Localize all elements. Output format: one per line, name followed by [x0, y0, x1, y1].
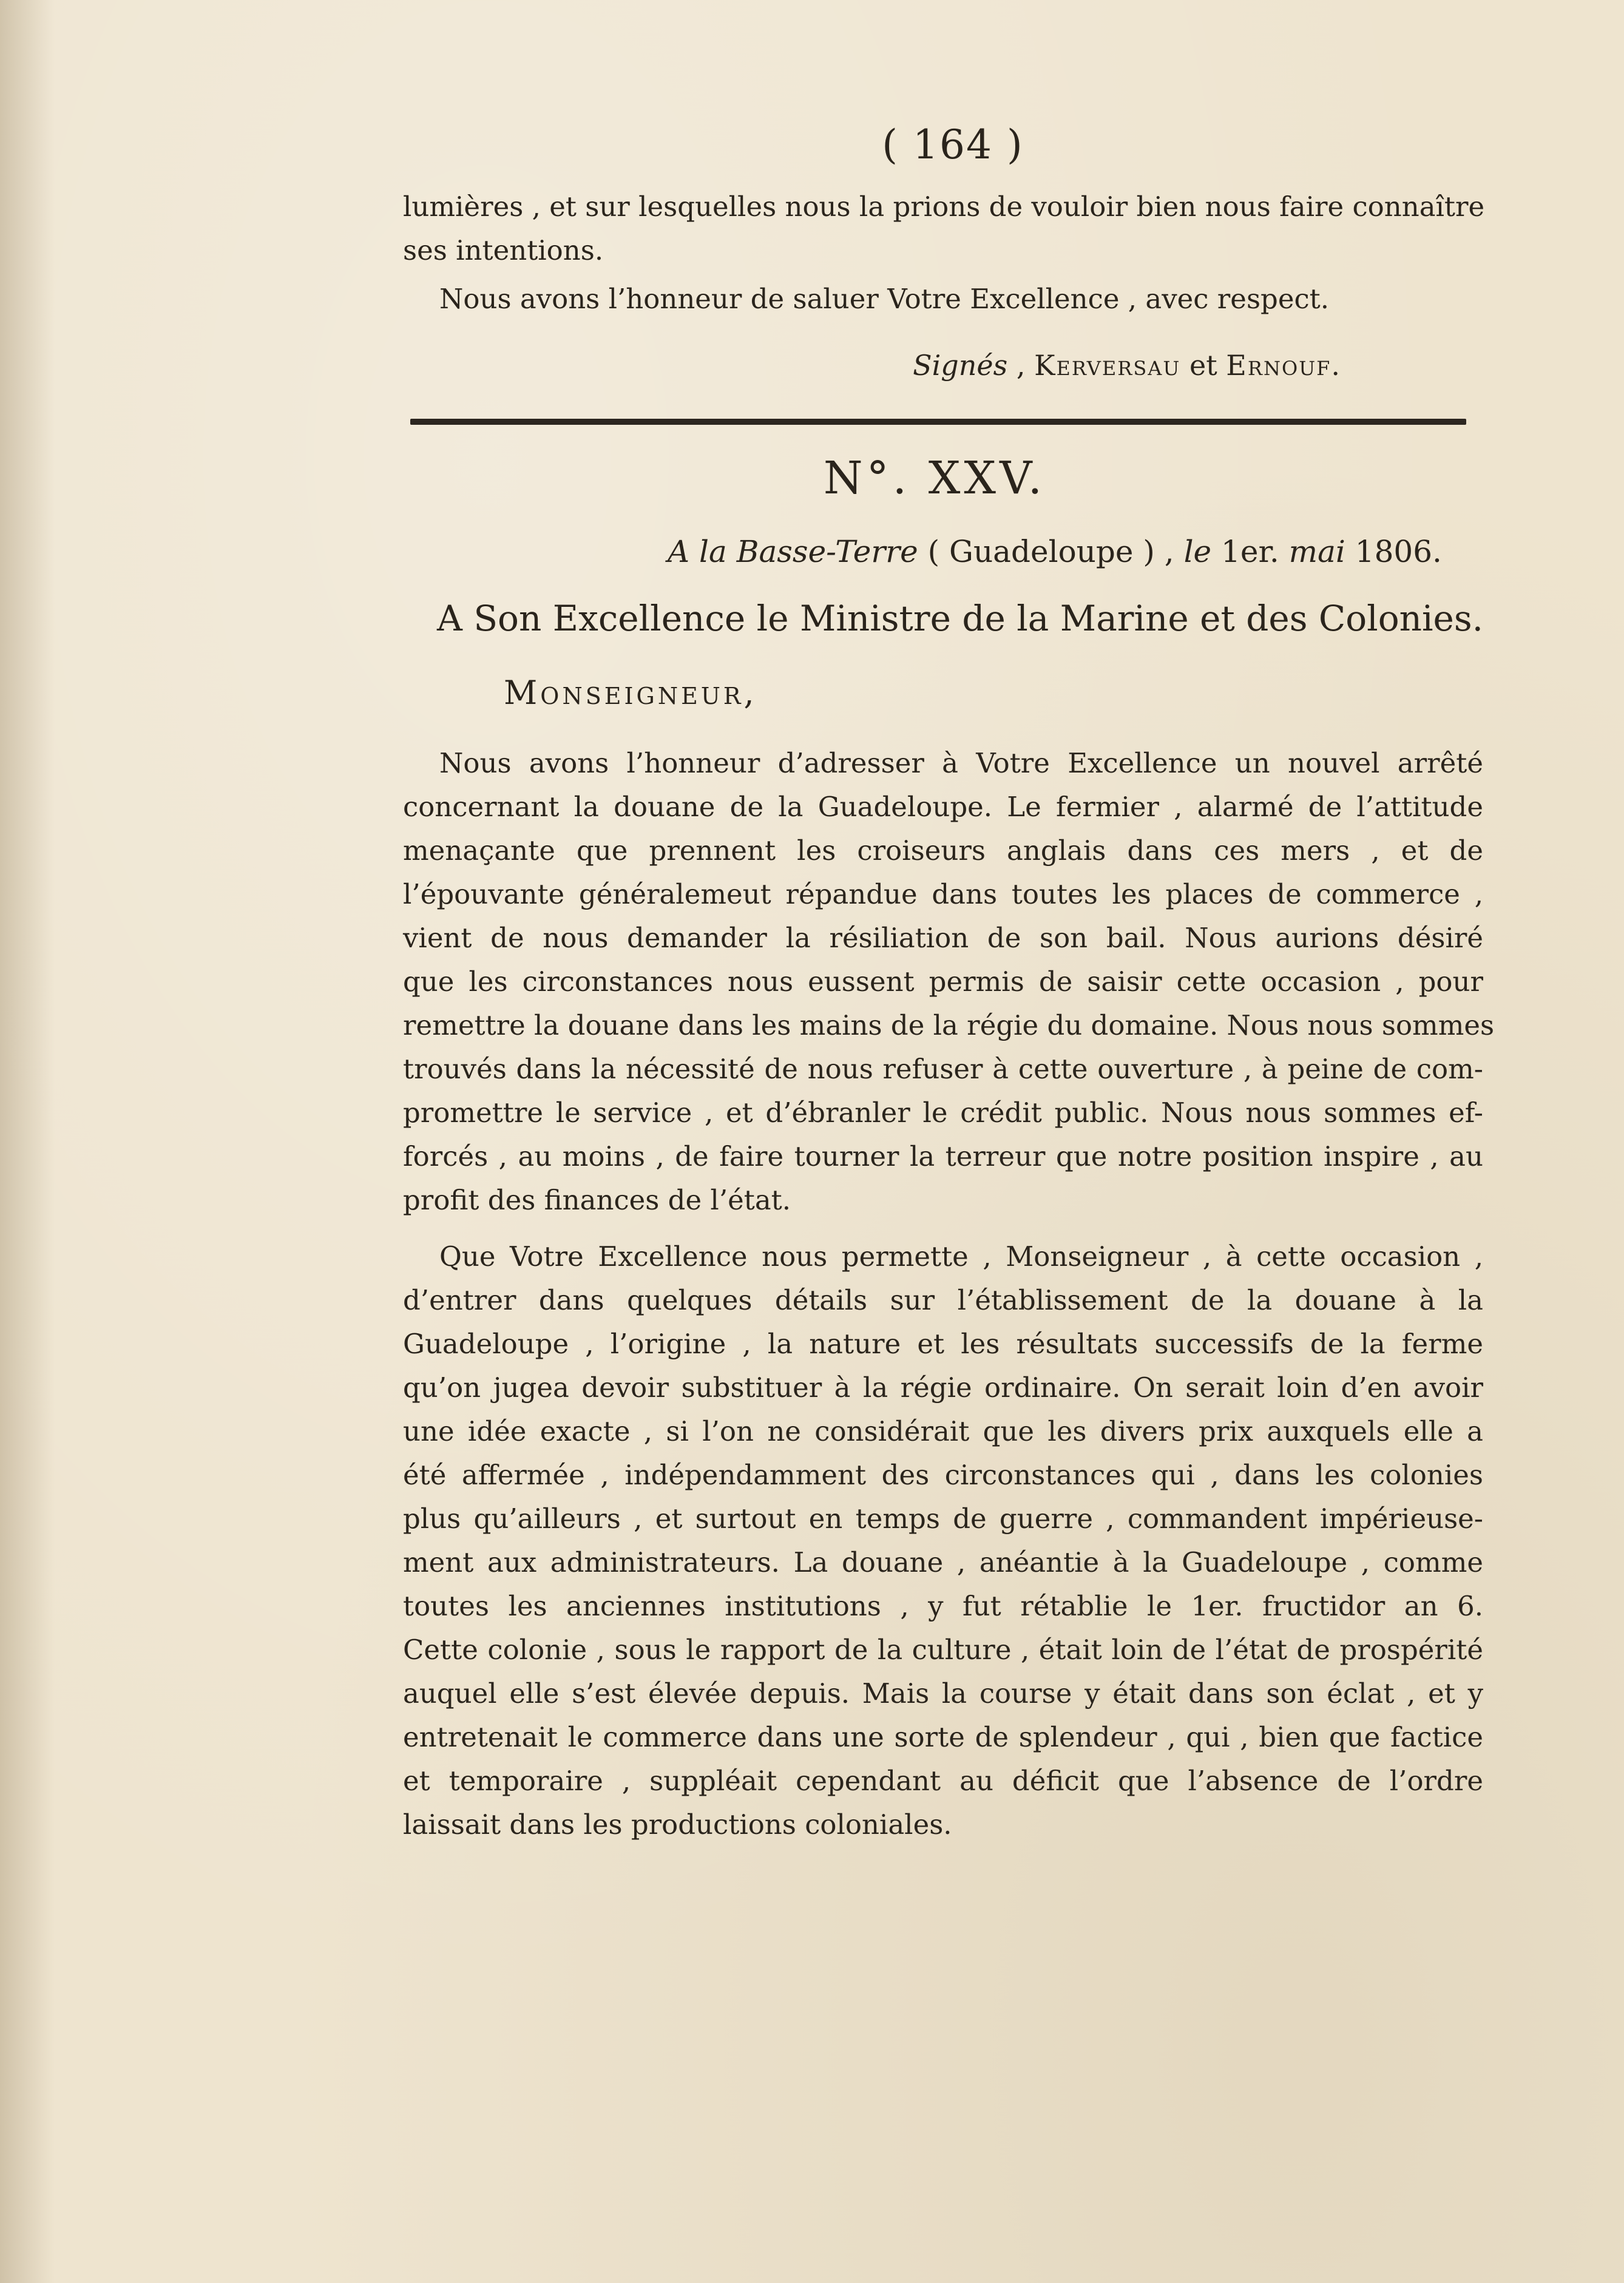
signature-prefix: Signés	[913, 349, 1008, 382]
top-line-2: ses intentions.	[403, 234, 604, 266]
p1-line-10: forcés , au moins , de faire tourner la terreur que notre position inspire , au	[403, 1140, 1483, 1172]
p2-line-11: auquel elle s’est élevée depuis. Mais la course y était dans son éclat , et y	[403, 1677, 1483, 1710]
dateline-place: A la Basse-Terre	[668, 534, 918, 569]
p2-line-14: laissait dans les productions coloniales.	[403, 1808, 952, 1841]
binding-shadow	[0, 0, 55, 2283]
signatory-ernouf: Ernouf.	[1226, 349, 1341, 382]
p1-line-7: remettre la douane dans les mains de la régie du domaine. Nous nous sommes	[403, 1009, 1495, 1041]
p2-line-10: Cette colonie , sous le rapport de la culture , était loin de l’état de prospérité	[403, 1634, 1483, 1666]
dateline-le: le	[1183, 534, 1212, 569]
p2-line-1: Que Votre Excellence nous permette , Monseigneur , à cette occasion ,	[439, 1240, 1483, 1273]
dateline	[668, 534, 1442, 569]
section-rule	[410, 419, 1466, 425]
signature-line	[904, 349, 1341, 382]
dateline-region: ( Guadeloupe ) ,	[918, 534, 1184, 569]
p1-line-4: l’épouvante généralemeut répandue dans toutes les places de commerce ,	[403, 878, 1483, 910]
p2-line-7: plus qu’ailleurs , et surtout en temps de guerre , commandent impérieuse-	[403, 1503, 1483, 1535]
document-number: N°. XXV.	[823, 452, 1046, 504]
p1-line-3: menaçante que prennent les croiseurs anglais dans ces mers , et de	[403, 834, 1483, 867]
p2-line-3: Guadeloupe , l’origine , la nature et les résultats successifs de la ferme	[403, 1328, 1483, 1360]
dateline-day: 1er.	[1211, 534, 1289, 569]
page-number: ( 164 )	[882, 121, 1024, 168]
p1-line-8: trouvés dans la nécessité de nous refuser à cette ouverture , à peine de com-	[403, 1053, 1483, 1085]
p2-line-5: une idée exacte , si l’on ne considérait que les divers prix auxquels elle a	[403, 1415, 1483, 1447]
dateline-year: 1806.	[1345, 534, 1442, 569]
signature-separator: ,	[1007, 349, 1035, 382]
addressee-heading: A Son Excellence le Ministre de la Marine et des Colonies.	[437, 598, 1484, 639]
p2-line-9: toutes les anciennes institutions , y fut rétablie le 1er. fructidor an 6.	[403, 1590, 1483, 1622]
p1-line-11: profit des finances de l’état.	[403, 1184, 791, 1216]
top-paragraph	[403, 185, 1483, 321]
signatory-kerversau: Kerversau	[1034, 349, 1181, 382]
p2-line-4: qu’on jugea devoir substituer à la régie ordinaire. On serait loin d’en avoir	[403, 1371, 1483, 1404]
top-line-3: Nous avons l’honneur de saluer Votre Excellence , avec respect.	[439, 283, 1330, 315]
body-paragraph-1	[403, 742, 1495, 1222]
body-paragraph-2	[403, 1235, 1483, 1847]
p1-line-2: concernant la douane de la Guadeloupe. Le fermier , alarmé de l’attitude	[403, 791, 1483, 823]
signature-conjunction: et	[1180, 349, 1226, 382]
p2-line-8: ment aux administrateurs. La douane , anéantie à la Guadeloupe , comme	[403, 1546, 1483, 1578]
p1-line-9: promettre le service , et d’ébranler le crédit public. Nous nous sommes ef-	[403, 1097, 1483, 1129]
p2-line-13: et temporaire , suppléait cependant au déficit que l’absence de l’ordre	[403, 1765, 1483, 1797]
p1-line-1: Nous avons l’honneur d’adresser à Votre Excellence un nouvel arrêté	[439, 747, 1483, 779]
p2-line-6: été affermée , indépendamment des circonstances qui , dans les colonies	[403, 1459, 1483, 1491]
dateline-month: mai	[1288, 534, 1345, 569]
p2-line-2: d’entrer dans quelques détails sur l’établissement de la douane à la	[403, 1284, 1483, 1316]
p1-line-5: vient de nous demander la résiliation de son bail. Nous aurions désiré	[403, 922, 1483, 954]
p2-line-12: entretenait le commerce dans une sorte de splendeur , qui , bien que factice	[403, 1721, 1483, 1753]
p1-line-6: que les circonstances nous eussent permis de saisir cette occasion , pour	[403, 966, 1483, 998]
top-line-1: lumières , et sur lesquelles nous la prions de vouloir bien nous faire connaître	[403, 191, 1485, 223]
salutation: Monseigneur,	[504, 674, 757, 712]
